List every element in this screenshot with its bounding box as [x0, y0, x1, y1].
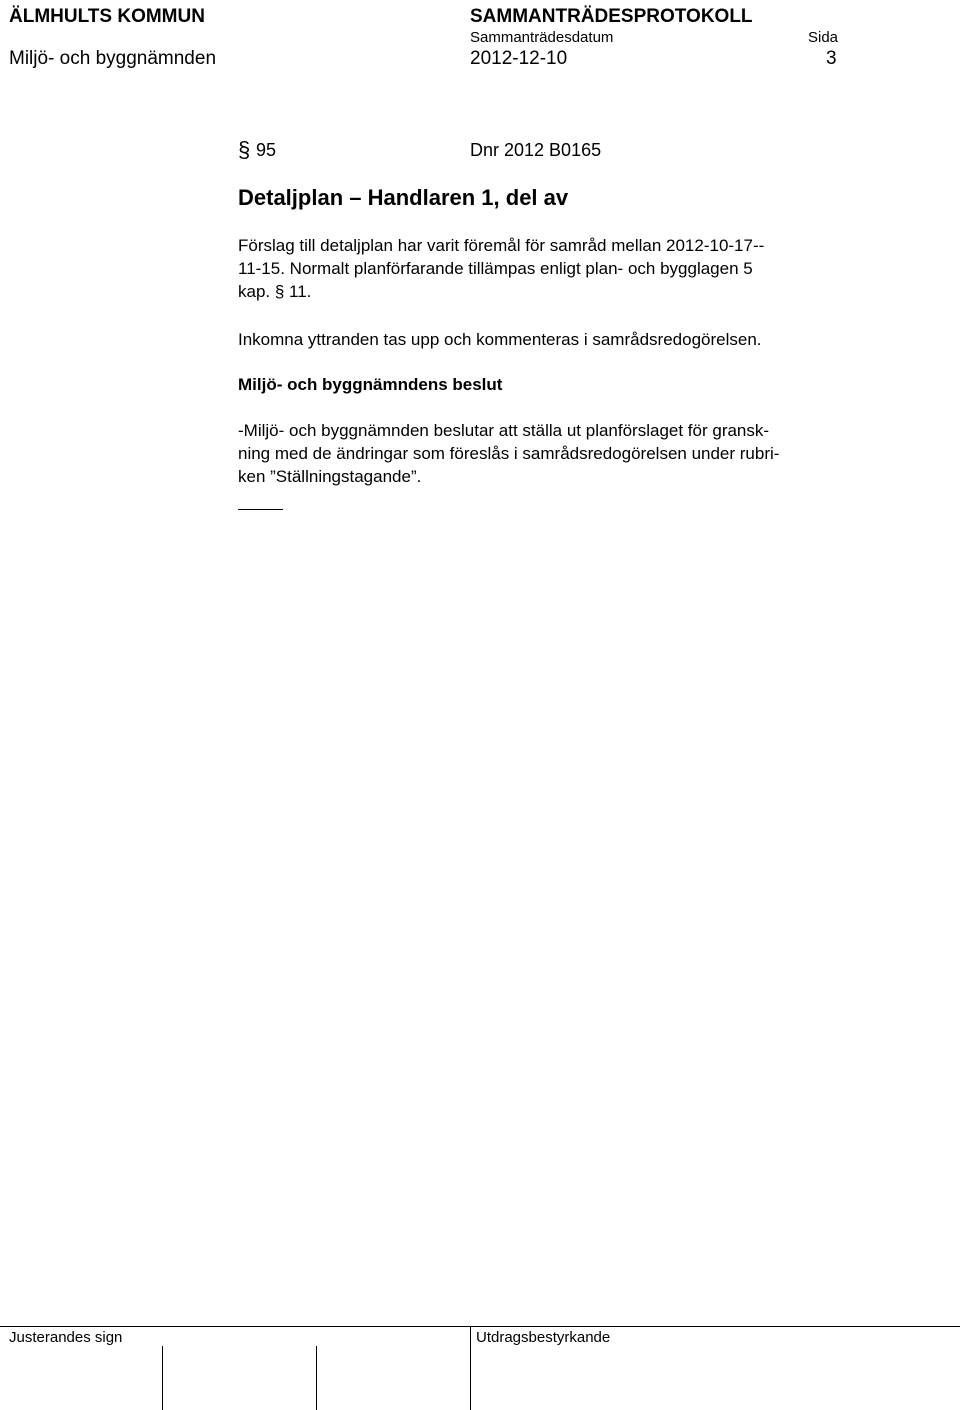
paragraph-1-line: 11-15. Normalt planförfarande tillämpas enligt plan- och bygglagen 5 — [238, 259, 753, 278]
section-symbol: § — [238, 137, 251, 162]
decision-line: -Miljö- och byggnämnden beslutar att ställa ut planförslaget för gransk- — [238, 421, 770, 440]
decision-heading: Miljö- och byggnämndens beslut — [238, 375, 503, 394]
decision-text — [238, 419, 779, 488]
org-name: ÄLMHULTS KOMMUN — [9, 6, 205, 27]
sign-label: Justerandes sign — [9, 1329, 123, 1346]
committee-name: Miljö- och byggnämnden — [9, 48, 217, 69]
decision-line: ken ”Ställningstagande”. — [238, 467, 422, 486]
footer-divider — [470, 1326, 471, 1410]
sign-box-divider — [316, 1346, 317, 1410]
extract-label: Utdragsbestyrkande — [476, 1329, 611, 1346]
doc-type: SAMMANTRÄDESPROTOKOLL — [470, 6, 753, 27]
item-number: 95 — [256, 140, 277, 160]
paragraph-1 — [238, 234, 764, 303]
end-rule — [238, 509, 283, 510]
footer-top-rule — [0, 1326, 960, 1327]
page-label: Sida — [808, 29, 839, 46]
page-number: 3 — [826, 48, 837, 69]
paragraph-1-line: kap. § 11. — [238, 282, 312, 301]
dnr: Dnr 2012 B0165 — [470, 140, 602, 160]
item-title: Detaljplan – Handlaren 1, del av — [238, 185, 569, 210]
paragraph-1-line: Förslag till detaljplan har varit föremål för samråd mellan 2012-10-17-- — [238, 236, 765, 255]
meeting-date: 2012-12-10 — [470, 48, 568, 69]
decision-line: ning med de ändringar som föreslås i samrådsredogörelsen under rubri- — [238, 444, 780, 463]
sign-box-divider — [162, 1346, 163, 1410]
date-label: Sammanträdesdatum — [470, 29, 614, 46]
paragraph-2: Inkomna yttranden tas upp och kommenteras i samrådsredogörelsen. — [238, 330, 762, 349]
